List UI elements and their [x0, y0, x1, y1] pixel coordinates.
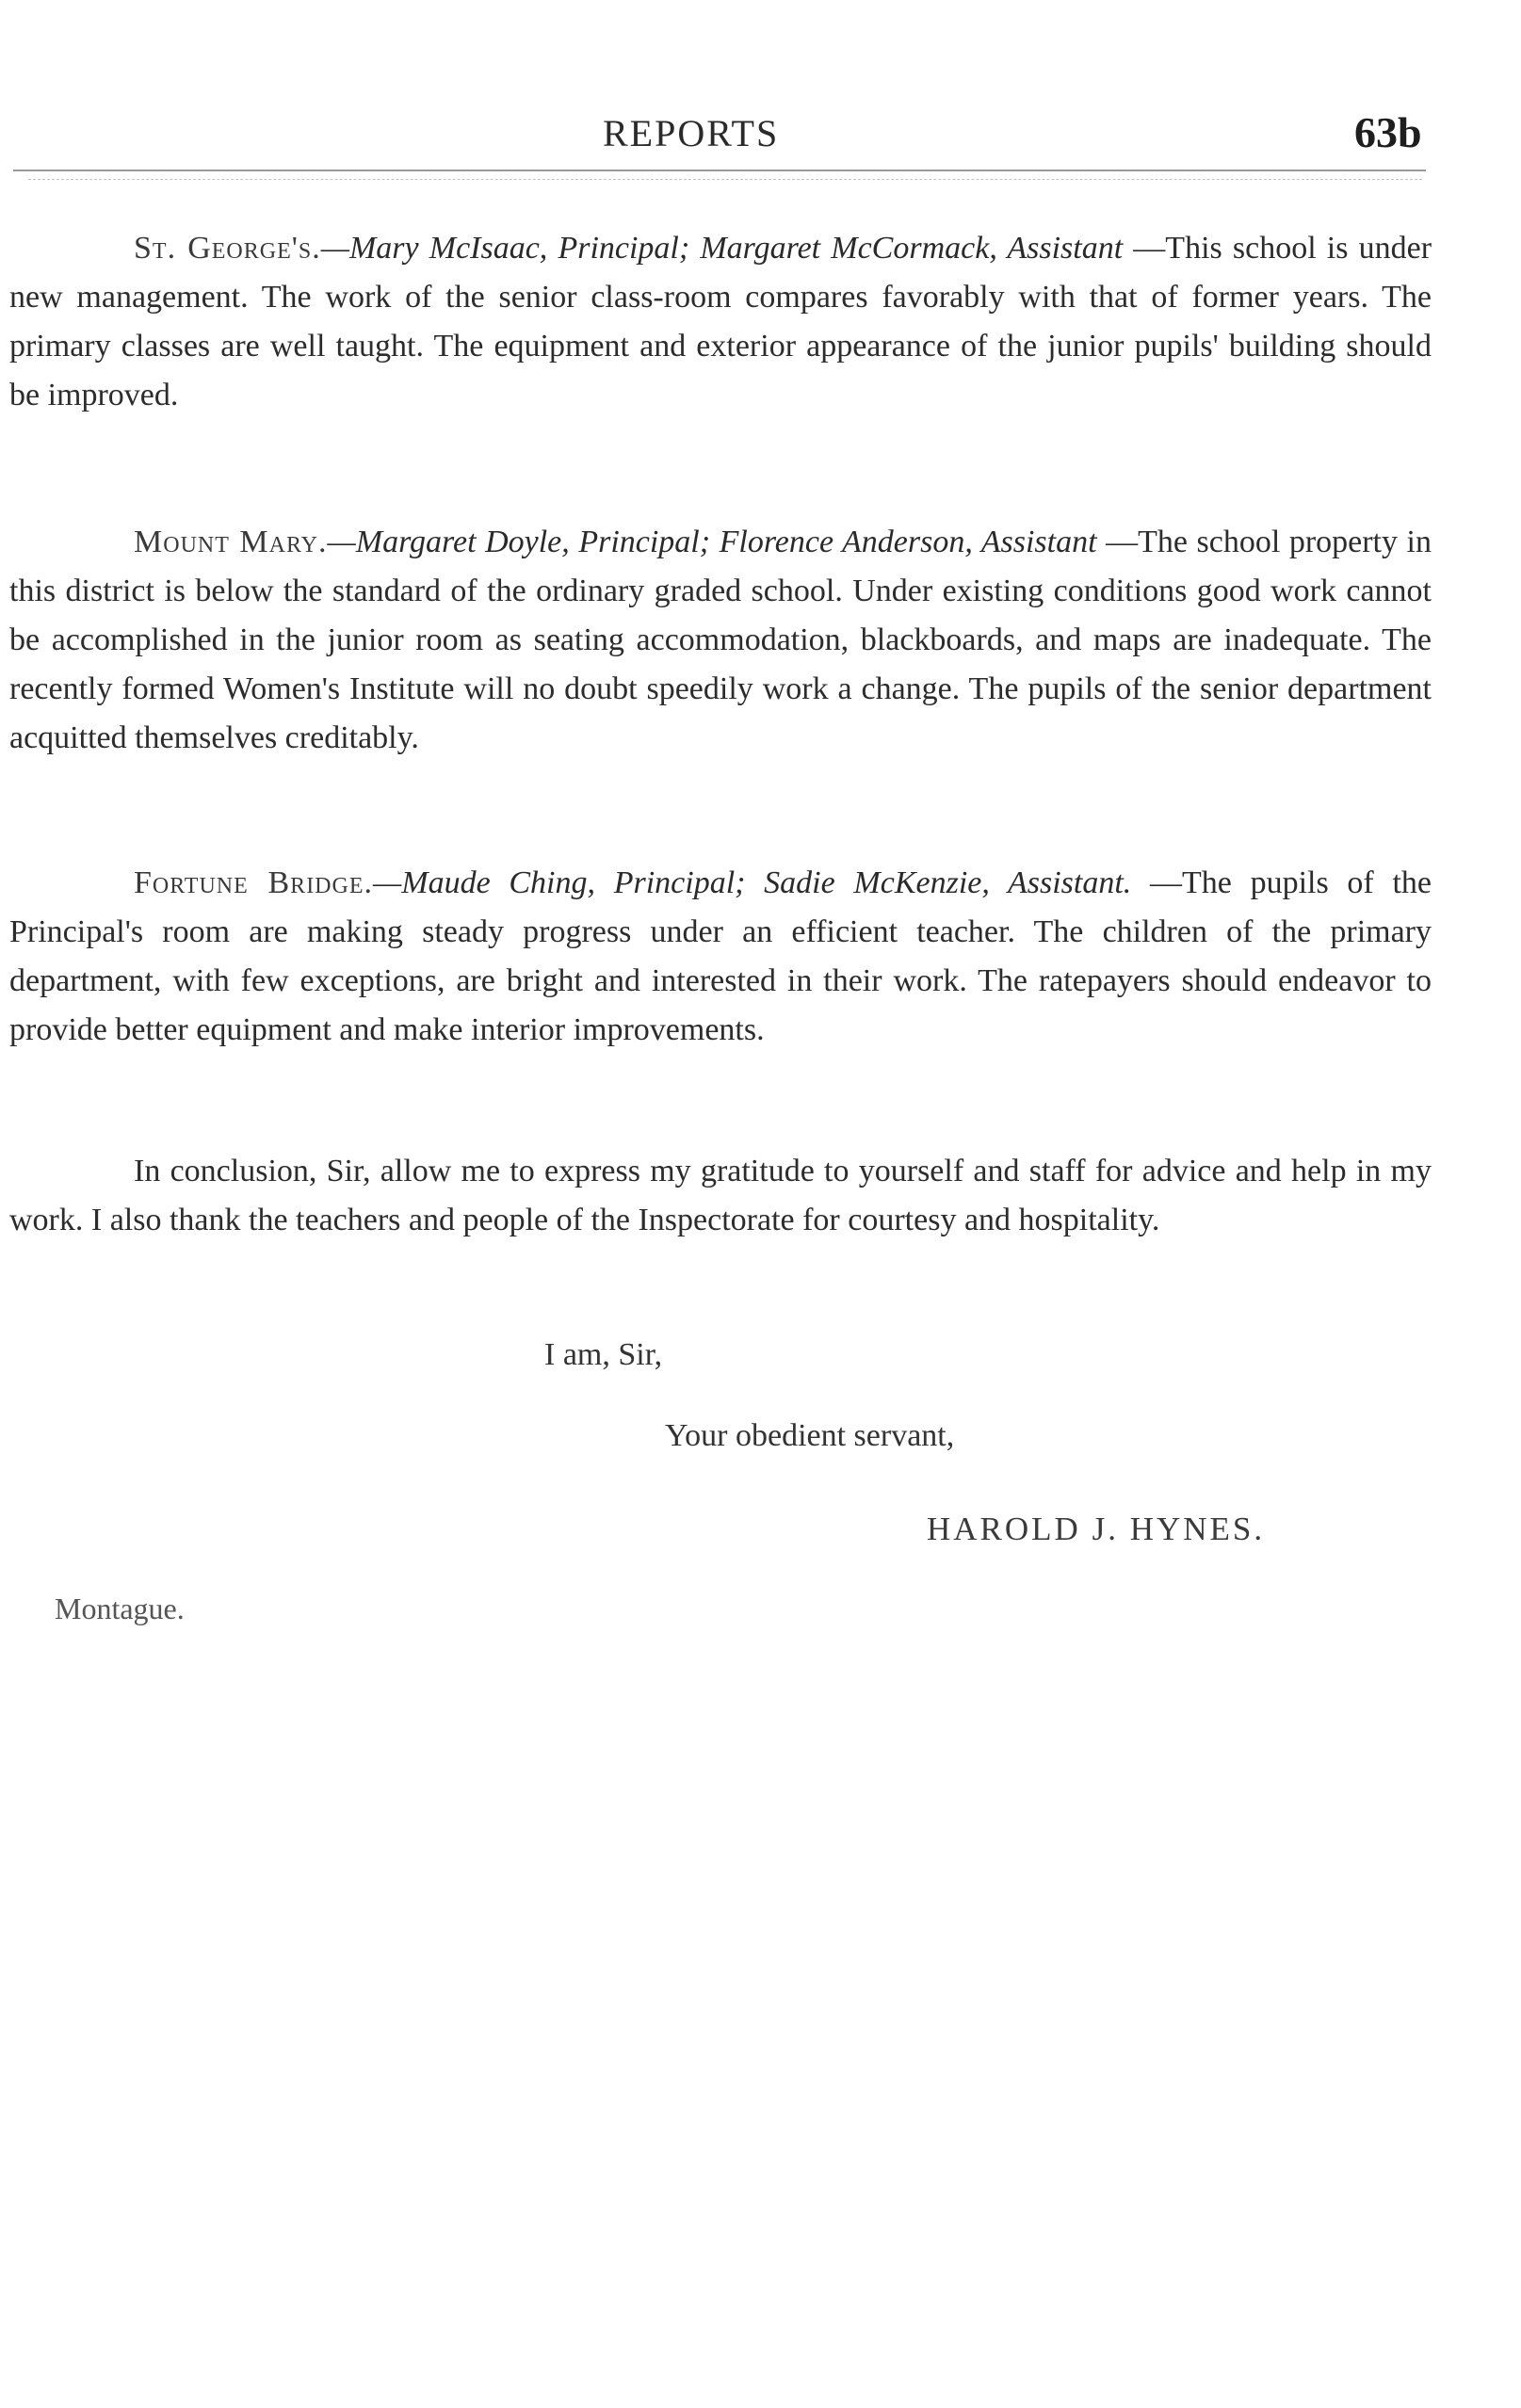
header-rule-secondary	[28, 179, 1422, 180]
running-title: REPORTS	[603, 112, 780, 154]
school-name: Fortune Bridge.	[134, 865, 374, 900]
paragraph-body: —The school property in this district is below the standard of the ordinary graded school. Under existing conditions good work cannot be accomplished in the junior room as seating accommodation, blackboards, and maps are inadequate. The recently formed Women's Institute will no doubt speedily work a change. The pupils of the senior department acquitted themselves creditably.	[9, 525, 1432, 755]
staff-line: —Maude Ching, Principal; Sadie McKenzie, Assistant.	[373, 865, 1132, 900]
staff-line: —Mary McIsaac, Principal; Margaret McCormack, Assistant	[320, 231, 1124, 266]
report-paragraph-mount-mary	[9, 518, 1432, 763]
conclusion-paragraph	[9, 1147, 1432, 1245]
place-name: Montague.	[55, 1592, 185, 1625]
school-name: Mount Mary.	[134, 525, 328, 559]
header-rule	[13, 170, 1426, 171]
page-number: 63b	[1354, 108, 1422, 156]
school-name: St. George's.	[134, 231, 321, 266]
running-head	[0, 108, 1521, 168]
report-paragraph-fortune-bridge	[9, 859, 1432, 1055]
report-paragraph-st-georges	[9, 224, 1432, 420]
paragraph-body: —This school is under new management. The work of the senior class-room compares favorably with that of former years. The primary classes are well taught. The equipment and exterior appearance of the junior pupils' building should be improved.	[9, 231, 1432, 412]
signature: HAROLD J. HYNES.	[927, 1511, 1266, 1547]
closing-servant: Your obedient servant,	[665, 1418, 955, 1453]
staff-line: —Margaret Doyle, Principal; Florence Anderson, Assistant	[327, 525, 1097, 559]
conclusion-text: In conclusion, Sir, allow me to express my gratitude to yourself and staff for advice and help in my work. I also thank the teachers and people of the Inspectorate for courtesy and hospitality.	[9, 1154, 1432, 1237]
paragraph-body: —The pupils of the Principal's room are making steady progress under an efficient teacher. The children of the primary department, with few exceptions, are bright and interested in their work. The ratepayers should endeavor to provide better equipment and make interior improvements.	[9, 865, 1432, 1047]
closing-salutation: I am, Sir,	[544, 1337, 663, 1372]
